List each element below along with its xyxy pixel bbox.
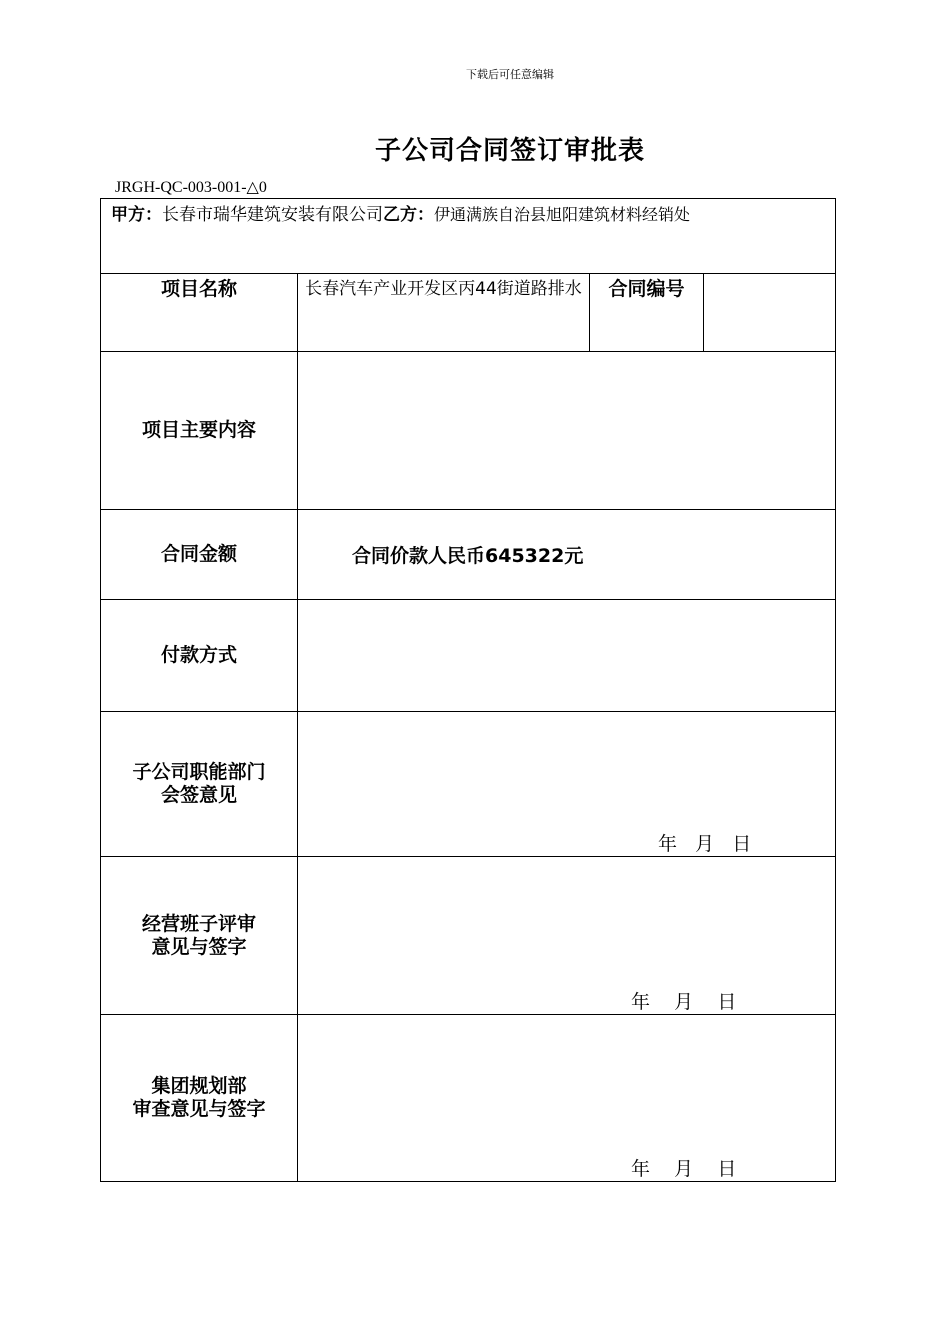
document-code: JRGH-QC-003-001-△0	[115, 179, 267, 196]
page-title: 子公司合同签订审批表	[374, 136, 645, 166]
mgmt-review-cell[interactable]	[298, 857, 836, 1015]
group-review-row	[101, 1015, 836, 1182]
contract-no-value[interactable]	[704, 274, 836, 352]
dept-opinion-cell[interactable]	[298, 712, 836, 857]
party-row	[101, 199, 836, 274]
group-review-label: 集团规划部 审查意见与签字	[101, 1015, 298, 1182]
amount-value: 合同价款人民币645322元	[298, 510, 836, 600]
party-cell	[101, 199, 836, 274]
main-content-value[interactable]	[298, 352, 836, 510]
contract-no-label: 合同编号	[590, 274, 704, 352]
dept-opinion-label: 子公司职能部门 会签意见	[101, 712, 298, 857]
dept-opinion-row	[101, 712, 836, 857]
party-info	[111, 203, 827, 227]
mgmt-date: 年 月 日	[631, 991, 737, 1013]
group-date: 年 月 日	[631, 1158, 737, 1180]
payment-row	[101, 600, 836, 712]
mgmt-review-label: 经营班子评审 意见与签字	[101, 857, 298, 1015]
group-review-cell[interactable]	[298, 1015, 836, 1182]
party-a-value: 长春市瑞华建筑安装有限公司	[162, 205, 383, 225]
dept-date: 年 月 日	[658, 833, 752, 855]
main-content-row	[101, 352, 836, 510]
project-name-label: 项目名称	[101, 274, 298, 352]
payment-label: 付款方式	[101, 600, 298, 712]
party-a-label: 甲方：	[111, 205, 162, 225]
party-b-value: 伊通满族自治县旭阳建筑材料经销处	[434, 205, 691, 224]
payment-value[interactable]	[298, 600, 836, 712]
amount-row	[101, 510, 836, 600]
approval-form-table	[100, 198, 836, 1182]
party-b-label: 乙方：	[383, 205, 434, 225]
mgmt-review-row	[101, 857, 836, 1015]
header-note: 下载后可任意编辑	[466, 68, 554, 81]
project-name-row	[101, 274, 836, 352]
main-content-label: 项目主要内容	[101, 352, 298, 510]
amount-label: 合同金额	[101, 510, 298, 600]
project-name-value: 长春汽车产业开发区丙44街道路排水	[298, 274, 590, 352]
